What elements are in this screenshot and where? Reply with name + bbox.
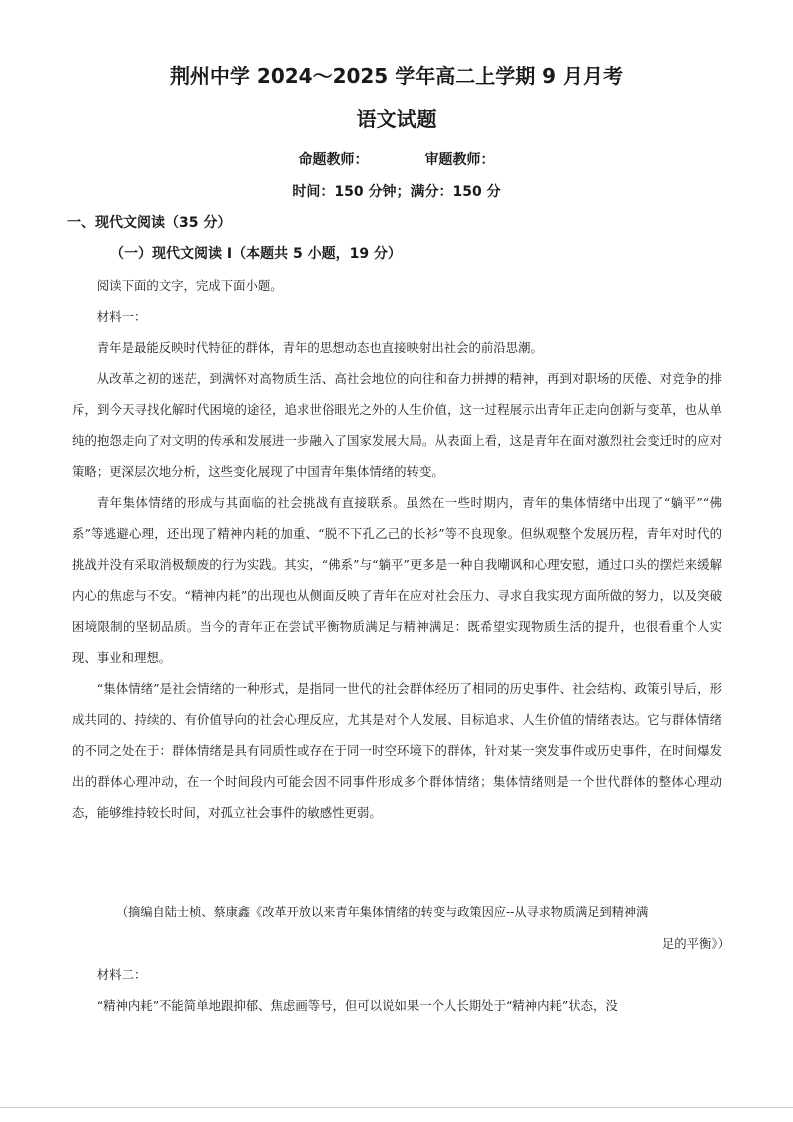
time-info: 时间：150 分钟；满分：150 分 xyxy=(292,184,501,200)
source-citation xyxy=(116,897,730,959)
footer-rule xyxy=(0,1107,793,1108)
reviewer-label: 审题教师： xyxy=(424,152,495,168)
teacher-line xyxy=(0,149,793,169)
intro-block xyxy=(72,270,722,332)
source-line-2: 足的平衡》） xyxy=(661,936,730,951)
paragraph-4: “集体情绪”是社会情绪的一种形式，是指同一世代的社会群体经历了相同的历史事件、社会结构、政策引导后，形成共同的、持续的、有价值导向的社会心理反应，尤其是对个人发展、目标追求、人生价值的情绪表达。它与群体情绪的不同之处在于：群体情绪是具有同质性或存在于同一时空环境下的群体，针对某一突发事件或历史事件，在时间爆发出的群体心理冲动，在一个时间段内可能会因不同事件形成多个群体情绪；集体情绪则是一个世代群体的整体心理动态，能够维持较长时间，对孤立社会事件的敏感性更弱。 xyxy=(72,681,722,820)
material2-first-line: “精神内耗”不能简单地跟抑郁、焦虑画等号，但可以说如果一个人长期处于“精神内耗”状态，没 xyxy=(96,998,618,1013)
section-subheading: （一）现代文阅读 I（本题共 5 小题，19 分） xyxy=(110,246,402,262)
paragraph-1: 青年是最能反映时代特征的群体，青年的思想动态也直接映射出社会的前沿思潮。 xyxy=(96,340,543,355)
instruction-text: 阅读下面的文字，完成下面小题。 xyxy=(96,278,283,293)
exam-title: 荆州中学 2024～2025 学年高二上学期 9 月月考 xyxy=(169,64,624,88)
material2-block xyxy=(72,959,722,1021)
section-heading: 一、现代文阅读（35 分） xyxy=(67,215,232,231)
paragraph-3: 青年集体情绪的形成与其面临的社会挑战有直接联系。虽然在一些时期内，青年的集体情绪中出现了“躺平”“佛系”等逃避心理，还出现了精神内耗的加重、“脱不下孔乙己的长衫”等不良现象。但纵观整个发展历程，青年对时代的挑战并没有采取消极颓废的行为实践。其实，“佛系”与“躺平”更多是一种自我嘲讽和心理安慰，通过口头的摆烂来缓解内心的焦虑与不安。“精神内耗”的出现也从侧面反映了青年在应对社会压力、寻求自我实现方面所做的努力，以及突破困境限制的坚韧品质。当今的青年正在尝试平衡物质满足与精神满足：既希望实现物质生活的提升，也很看重个人实现、事业和理想。 xyxy=(72,495,722,665)
material1-label: 材料一： xyxy=(96,309,147,324)
exam-subject: 语文试题 xyxy=(356,107,437,131)
material2-label: 材料二： xyxy=(96,967,147,982)
setter-label: 命题教师： xyxy=(298,152,369,168)
source-line-1: （摘编自陆士桢、蔡康鑫《改革开放以来青年集体情绪的转变与政策因应--从寻求物质满足到精神满 xyxy=(116,905,649,919)
paragraph-2: 从改革之初的迷茫，到满怀对高物质生活、高社会地位的向往和奋力拼搏的精神，再到对职场的厌倦、对竞争的排斥，到今天寻找化解时代困境的途径，追求世俗眼光之外的人生价值，这一过程展示出青年正走向创新与变革，也从单纯的抱怨走向了对文明的传承和发展进一步融入了国家发展大局。从表面上看，这是青年在面对激烈社会变迁时的应对策略；更深层次地分析，这些变化展现了中国青年集体情绪的转变。 xyxy=(72,371,722,479)
material1-body xyxy=(72,332,722,828)
